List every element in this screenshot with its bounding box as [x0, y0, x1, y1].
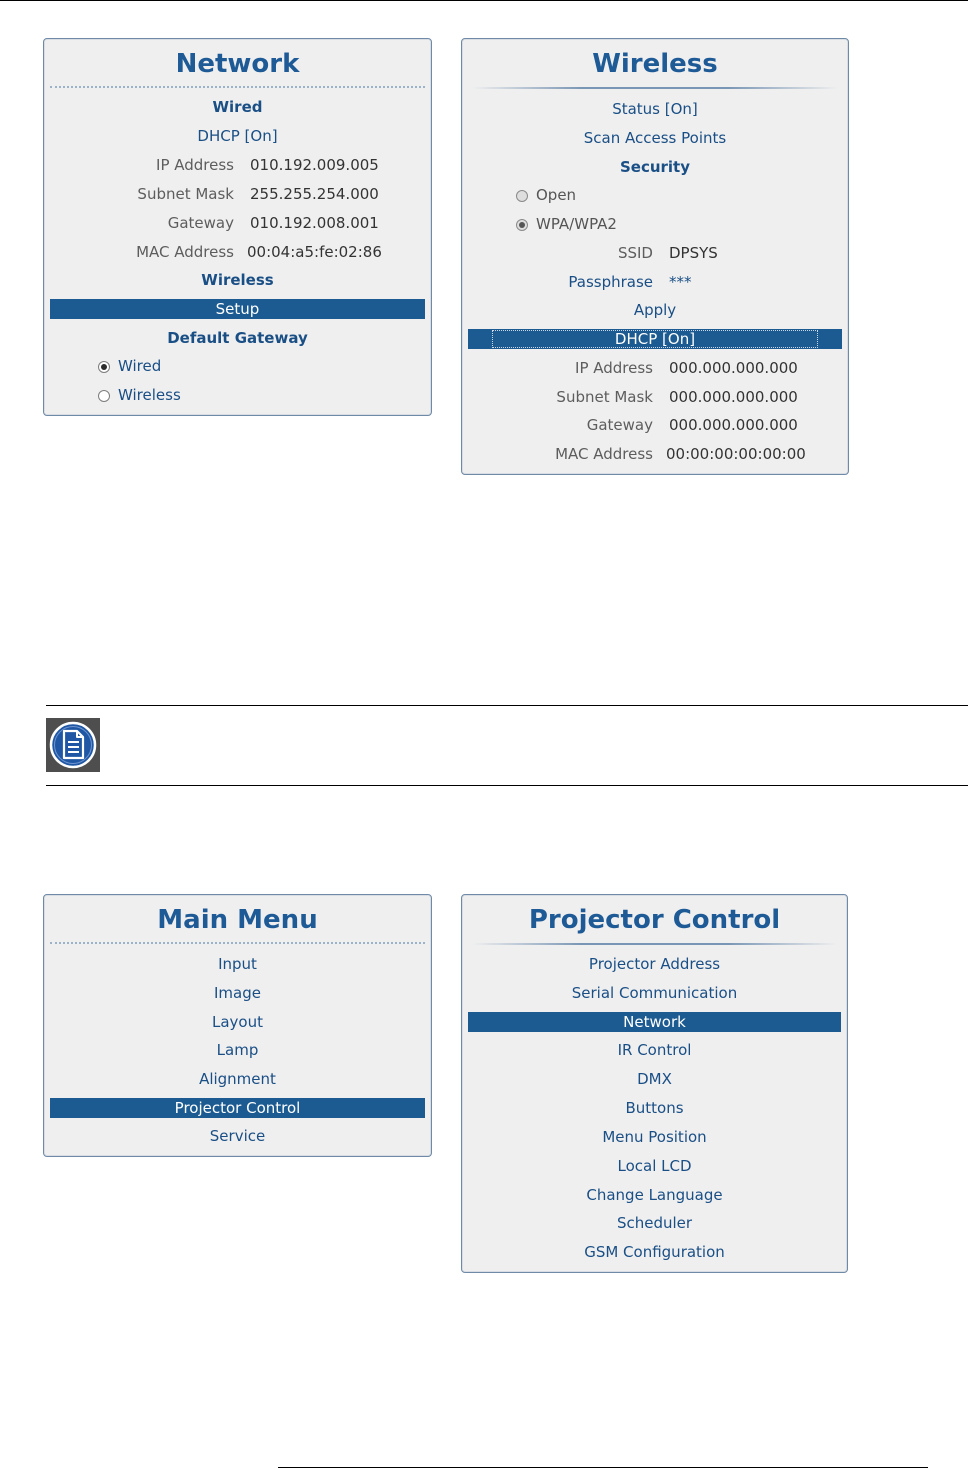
note-top-rule [46, 705, 968, 706]
radio-unselected-icon[interactable] [98, 390, 110, 402]
scan-access-points-item[interactable]: Scan Access Points [583, 129, 727, 147]
wired-gateway-label: Gateway [167, 214, 234, 232]
wired-heading: Wired [212, 98, 263, 116]
wireless-mac-value: 00:00:00:00:00:00 [666, 445, 806, 463]
security-heading: Security [619, 158, 691, 176]
wireless-subnet-label: Subnet Mask [556, 388, 653, 406]
wireless-subnet-value: 000.000.000.000 [669, 388, 798, 406]
radio-selected-icon[interactable] [98, 361, 110, 373]
wireless-panel [461, 38, 849, 475]
menu-item-projector-address[interactable]: Projector Address [588, 955, 721, 973]
security-option-wpa[interactable] [516, 214, 617, 234]
passphrase-label[interactable]: Passphrase [568, 273, 653, 291]
menu-item-change-language[interactable]: Change Language [586, 1186, 723, 1204]
wireless-heading: Wireless [201, 271, 274, 289]
wireless-panel-title: Wireless [592, 49, 718, 79]
wired-subnet-value: 255.255.254.000 [250, 185, 379, 203]
wireless-ip-value: 000.000.000.000 [669, 359, 798, 377]
network-panel [43, 38, 432, 416]
projector-control-panel [461, 894, 848, 1273]
menu-item-service[interactable]: Service [209, 1127, 266, 1145]
menu-item-local-lcd[interactable]: Local LCD [617, 1157, 692, 1175]
menu-item-serial-communication[interactable]: Serial Communication [571, 984, 738, 1002]
ssid-label: SSID [617, 244, 653, 262]
gateway-option-wired[interactable] [98, 356, 161, 376]
menu-item-lamp[interactable]: Lamp [216, 1041, 259, 1059]
wireless-gateway-value: 000.000.000.000 [669, 416, 798, 434]
menu-item-network[interactable]: Network [468, 1012, 841, 1032]
menu-item-alignment[interactable]: Alignment [199, 1070, 276, 1088]
main-menu-title: Main Menu [157, 905, 318, 935]
network-title-divider [50, 86, 425, 88]
radio-unselected-icon[interactable] [516, 190, 528, 202]
menu-item-image[interactable]: Image [214, 984, 261, 1002]
gateway-option-wireless-label: Wireless [118, 386, 181, 404]
passphrase-value: *** [669, 273, 692, 291]
menu-item-gsm-configuration[interactable]: GSM Configuration [584, 1243, 725, 1261]
wired-mac-value: 00:04:a5:fe:02:86 [247, 243, 382, 261]
wireless-ip-label: IP Address [575, 359, 653, 377]
wireless-dhcp-label: DHCP [On] [614, 330, 696, 348]
setup-menu-item[interactable]: Setup [50, 299, 425, 319]
note-bottom-rule [46, 785, 968, 786]
wireless-gateway-label: Gateway [586, 416, 653, 434]
wired-ip-value: 010.192.009.005 [250, 156, 379, 174]
main-menu-title-divider [50, 942, 425, 944]
wireless-status-item[interactable]: Status [On] [612, 100, 698, 118]
default-gateway-heading: Default Gateway [167, 329, 308, 347]
menu-item-menu-position[interactable]: Menu Position [602, 1128, 707, 1146]
projector-control-title-divider [472, 943, 837, 945]
wireless-mac-label: MAC Address [555, 445, 653, 463]
radio-selected-icon[interactable] [516, 219, 528, 231]
menu-item-input[interactable]: Input [218, 955, 257, 973]
wireless-dhcp-item[interactable] [468, 329, 842, 349]
wired-subnet-label: Subnet Mask [137, 185, 234, 203]
security-option-wpa-label: WPA/WPA2 [536, 215, 617, 233]
security-option-open-label: Open [536, 186, 577, 204]
wired-dhcp-item[interactable]: DHCP [On] [197, 127, 278, 145]
page-footer-rule [278, 1467, 928, 1468]
apply-item[interactable]: Apply [633, 301, 677, 319]
gateway-option-wireless[interactable] [98, 385, 181, 405]
page-top-rule [0, 0, 968, 1]
main-menu-panel [43, 894, 432, 1157]
network-panel-title: Network [175, 49, 300, 79]
wireless-title-divider [472, 87, 838, 89]
gateway-option-wired-label: Wired [118, 357, 162, 375]
menu-item-scheduler[interactable]: Scheduler [616, 1214, 693, 1232]
menu-item-layout[interactable]: Layout [212, 1013, 263, 1031]
security-option-open[interactable] [516, 185, 576, 205]
wired-mac-label: MAC Address [136, 243, 234, 261]
menu-item-projector-control[interactable]: Projector Control [50, 1098, 425, 1118]
menu-item-buttons[interactable]: Buttons [625, 1099, 684, 1117]
wired-gateway-value: 010.192.008.001 [250, 214, 379, 232]
menu-item-ir-control[interactable]: IR Control [617, 1041, 692, 1059]
menu-item-dmx[interactable]: DMX [637, 1070, 672, 1088]
ssid-value: DPSYS [669, 244, 718, 262]
note-document-icon [46, 718, 100, 772]
projector-control-title: Projector Control [528, 905, 781, 935]
wired-ip-label: IP Address [156, 156, 234, 174]
